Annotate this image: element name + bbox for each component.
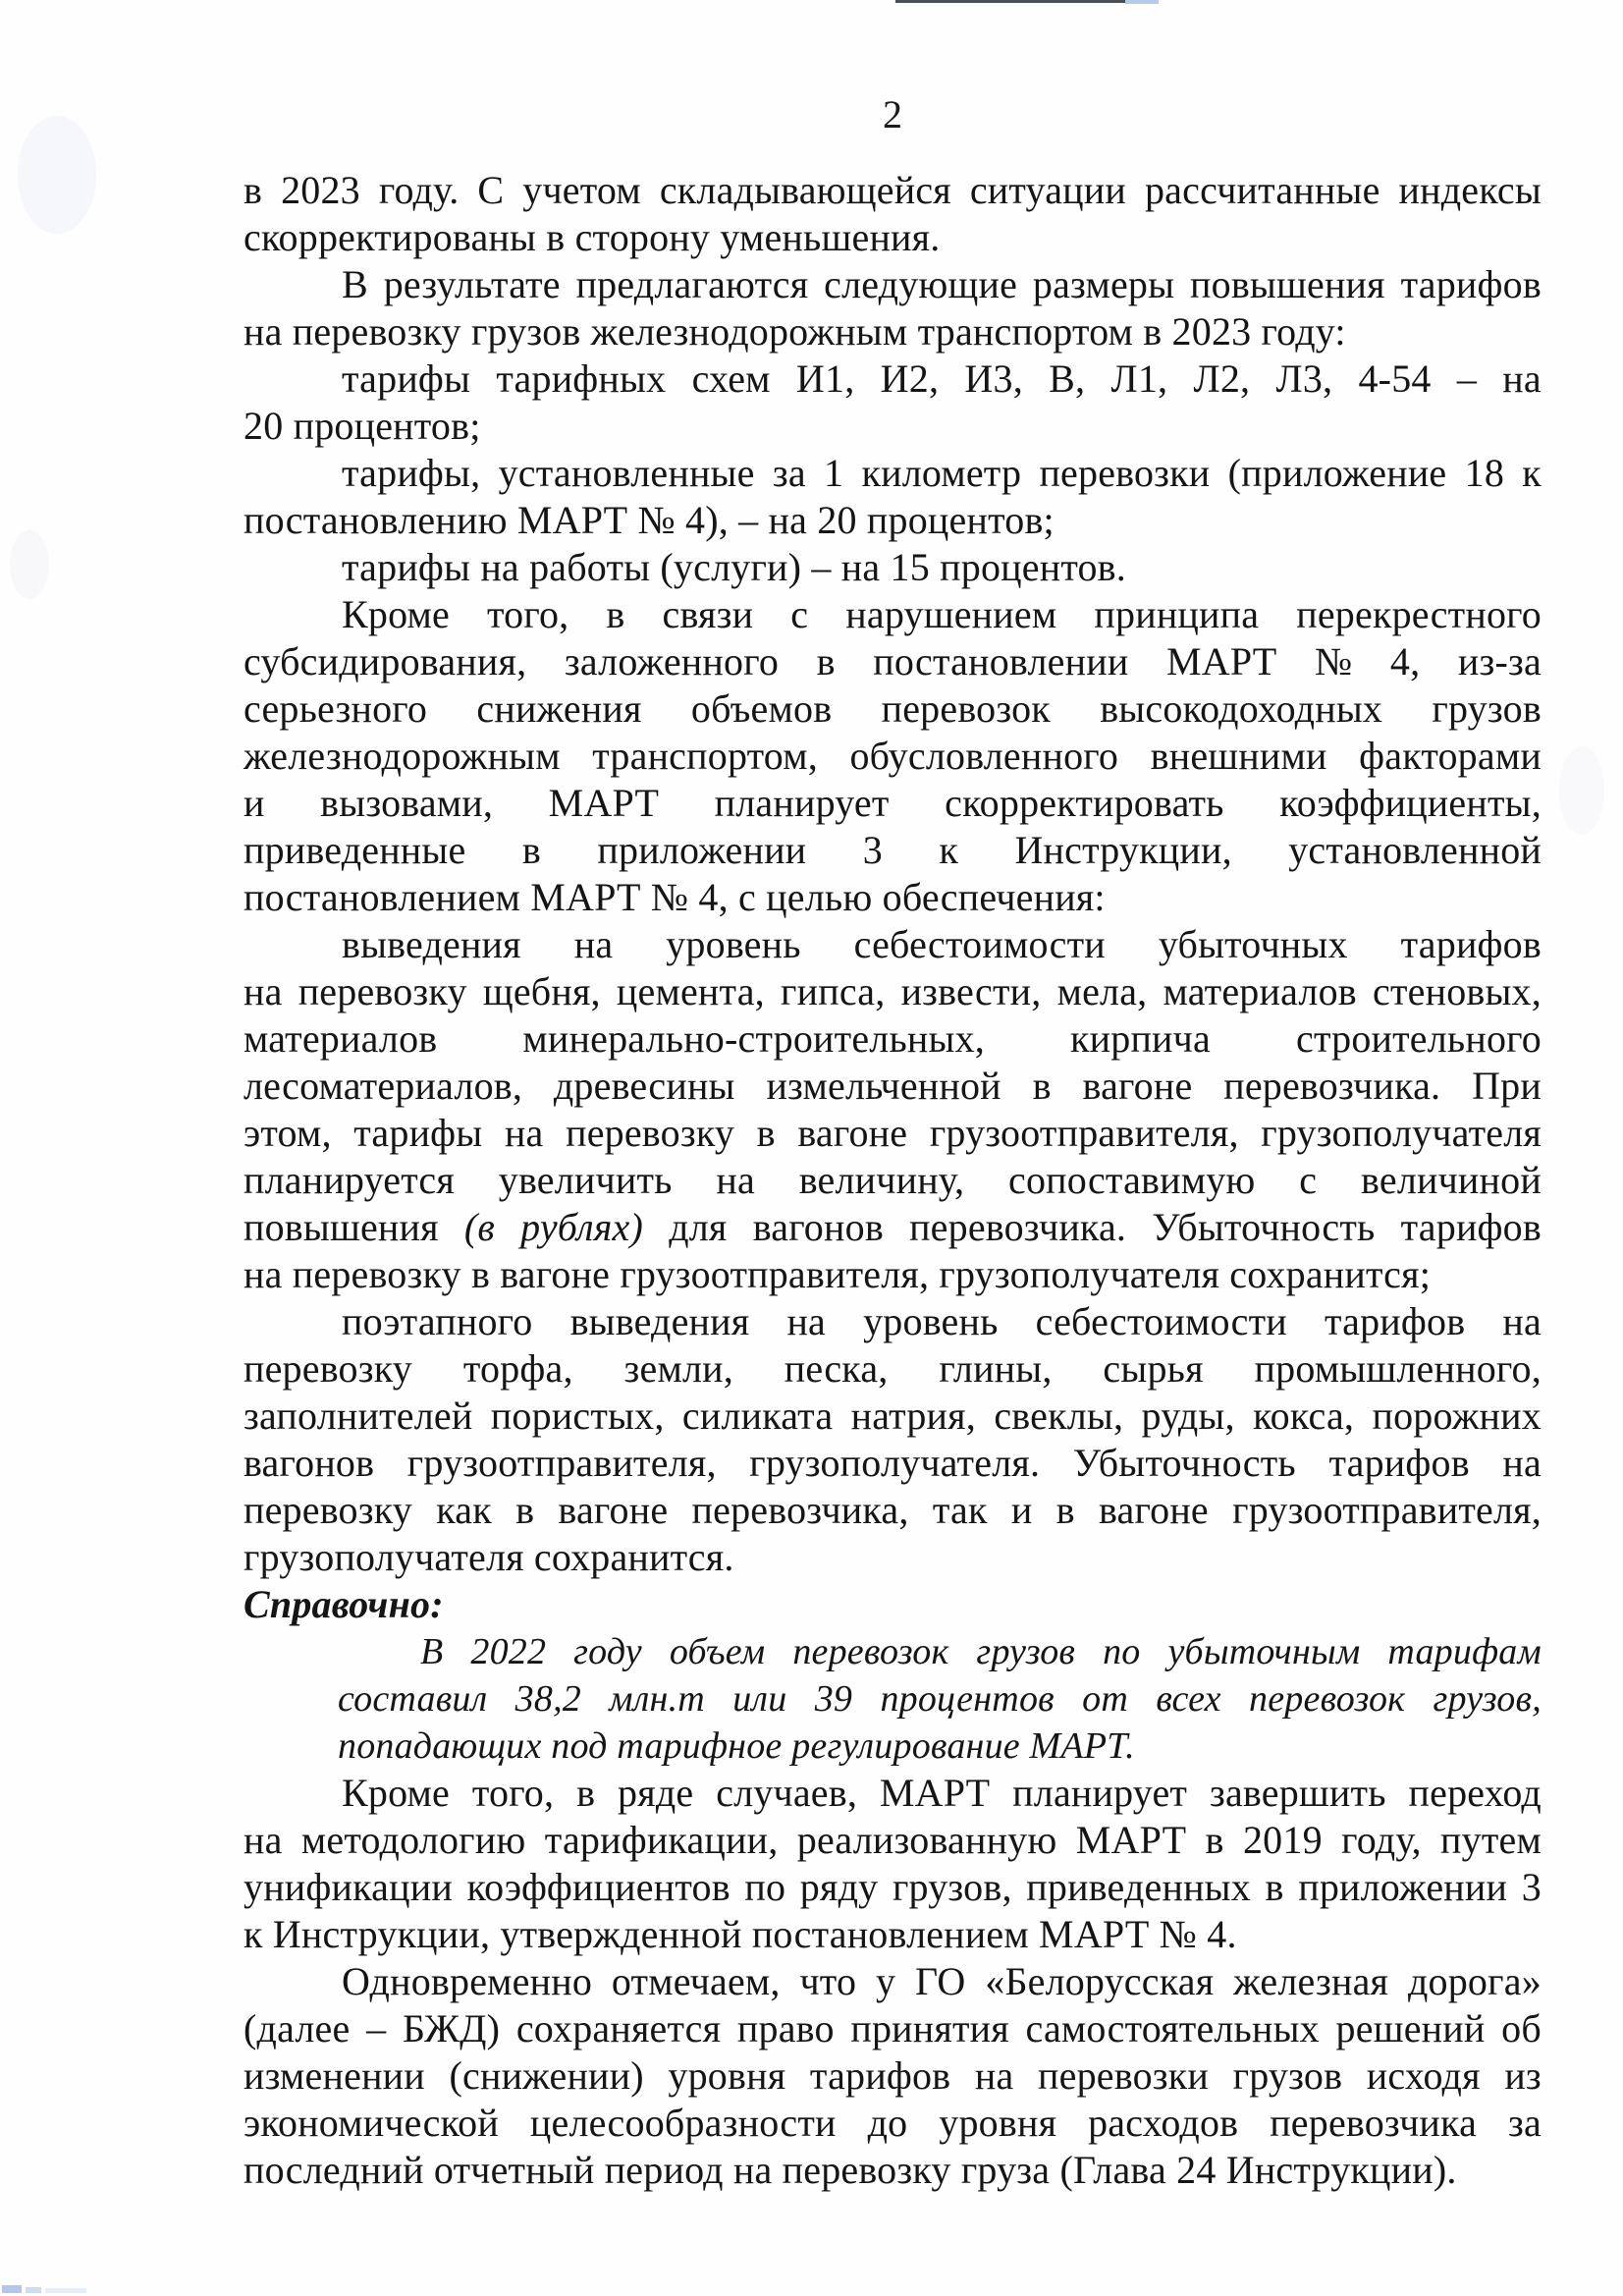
text-line: серьезного снижения объемов перевозок высокодоходных грузов xyxy=(243,686,1542,731)
text-line: на перевозку в вагоне грузоотправителя, грузополучателя сохранится; xyxy=(243,1252,1432,1296)
text-line: перевозку торфа, земли, песка, глины, сырья промышленного, xyxy=(243,1346,1542,1391)
text-line: постановлением МАРТ № 4, с целью обеспечения: xyxy=(243,875,1106,919)
scan-smudge xyxy=(1559,746,1604,835)
text-line: Одновременно отмечаем, что у ГО «Белорусская железная дорога» xyxy=(342,1959,1542,2003)
text-line: приведенные в приложении 3 к Инструкции, установленной xyxy=(243,828,1542,872)
document-body xyxy=(243,167,1542,2194)
text-line: Кроме того, в связи с нарушением принципа перекрестного xyxy=(342,592,1542,636)
text-line: экономической целесообразности до уровня расходов перевозчика за xyxy=(243,2101,1542,2145)
scan-artifact-bottom-left xyxy=(2,2285,22,2293)
text-line: (далее – БЖД) сохраняется право принятия самостоятельных решений об xyxy=(243,2006,1542,2050)
text-line: изменении (снижении) уровня тарифов на перевозки грузов исходя из xyxy=(243,2053,1542,2098)
text-line: перевозку как в вагоне перевозчика, так и в вагоне грузоотправителя, xyxy=(243,1488,1542,1532)
text-line: на перевозку грузов железнодорожным транспортом в 2023 году: xyxy=(243,309,1346,354)
text-line: в 2023 году. С учетом складывающейся ситуации рассчитанные индексы xyxy=(243,168,1542,212)
text-line: Справочно: xyxy=(243,1582,444,1626)
text-line: и вызовами, МАРТ планирует скорректировать коэффициенты, xyxy=(243,781,1542,825)
text-line: скорректированы в сторону уменьшения. xyxy=(243,215,941,259)
text-line: В результате предлагаются следующие размеры повышения тарифов xyxy=(342,262,1542,306)
text-line: унификации коэффициентов по ряду грузов, приведенных в приложении 3 xyxy=(243,1865,1542,1909)
text-line: составил 38,2 млн.т или 39 процентов от всех перевозок грузов, xyxy=(338,1678,1542,1720)
text-line: субсидирования, заложенного в постановлении МАРТ № 4, из-за xyxy=(243,639,1542,683)
text-line: последний отчетный период на перевозку груза (Глава 24 Инструкции). xyxy=(243,2148,1457,2192)
scan-smudge xyxy=(18,116,96,234)
text-line: материалов минерально-строительных, кирпича строительного xyxy=(243,1016,1542,1061)
text-line: вагонов грузоотправителя, грузополучателя. Убыточность тарифов на xyxy=(243,1441,1542,1485)
text-line: на перевозку щебня, цемента, гипса, извести, мела, материалов стеновых, xyxy=(243,969,1542,1013)
text-line: железнодорожным транспортом, обусловленного внешними факторами xyxy=(243,734,1542,778)
scan-artifact-top-edge xyxy=(895,0,1152,3)
text-line: попадающих под тарифное регулирование МАРТ. xyxy=(338,1725,1135,1767)
text-line: тарифы на работы (услуги) – на 15 процентов. xyxy=(342,545,1126,589)
text-line: этом, тарифы на перевозку в вагоне грузоотправителя, грузополучателя xyxy=(243,1111,1542,1155)
page-number: 2 xyxy=(883,92,902,137)
text-line: Кроме того, в ряде случаев, МАРТ планирует завершить переход xyxy=(342,1771,1542,1815)
text-line: к Инструкции, утвержденной постановлением МАРТ № 4. xyxy=(243,1912,1237,1956)
text-line: выведения на уровень себестоимости убыточных тарифов xyxy=(342,922,1542,966)
scan-artifact-bottom-left xyxy=(26,2287,41,2293)
text-line: постановлению МАРТ № 4), – на 20 процентов; xyxy=(243,498,1055,542)
text-line: заполнителей пористых, силиката натрия, свеклы, руды, кокса, порожних xyxy=(243,1394,1542,1438)
scan-artifact-top-edge-blue xyxy=(1125,0,1159,4)
text-line: В 2022 году объем перевозок грузов по убыточным тарифам xyxy=(420,1631,1542,1672)
text-line: поэтапного выведения на уровень себестоимости тарифов на xyxy=(342,1299,1542,1343)
text-line: тарифы тарифных схем И1, И2, И3, В, Л1, Л2, Л3, 4-54 – на xyxy=(342,356,1542,401)
text-line: 20 процентов; xyxy=(243,404,481,448)
text-line: лесоматериалов, древесины измельченной в вагоне перевозчика. При xyxy=(243,1064,1542,1108)
text-line: тарифы, установленные за 1 километр перевозки (приложение 18 к xyxy=(342,451,1542,495)
text-line: на методологию тарификации, реализованную МАРТ в 2019 году, путем xyxy=(243,1818,1542,1862)
text-line: повышения (в рублях) для вагонов перевозчика. Убыточность тарифов xyxy=(243,1205,1542,1249)
scan-artifact-bottom-left xyxy=(45,2288,86,2293)
scan-smudge xyxy=(10,530,49,599)
text-line: грузополучателя сохранится. xyxy=(243,1535,734,1579)
text-line: планируется увеличить на величину, сопоставимую с величиной xyxy=(243,1158,1542,1202)
